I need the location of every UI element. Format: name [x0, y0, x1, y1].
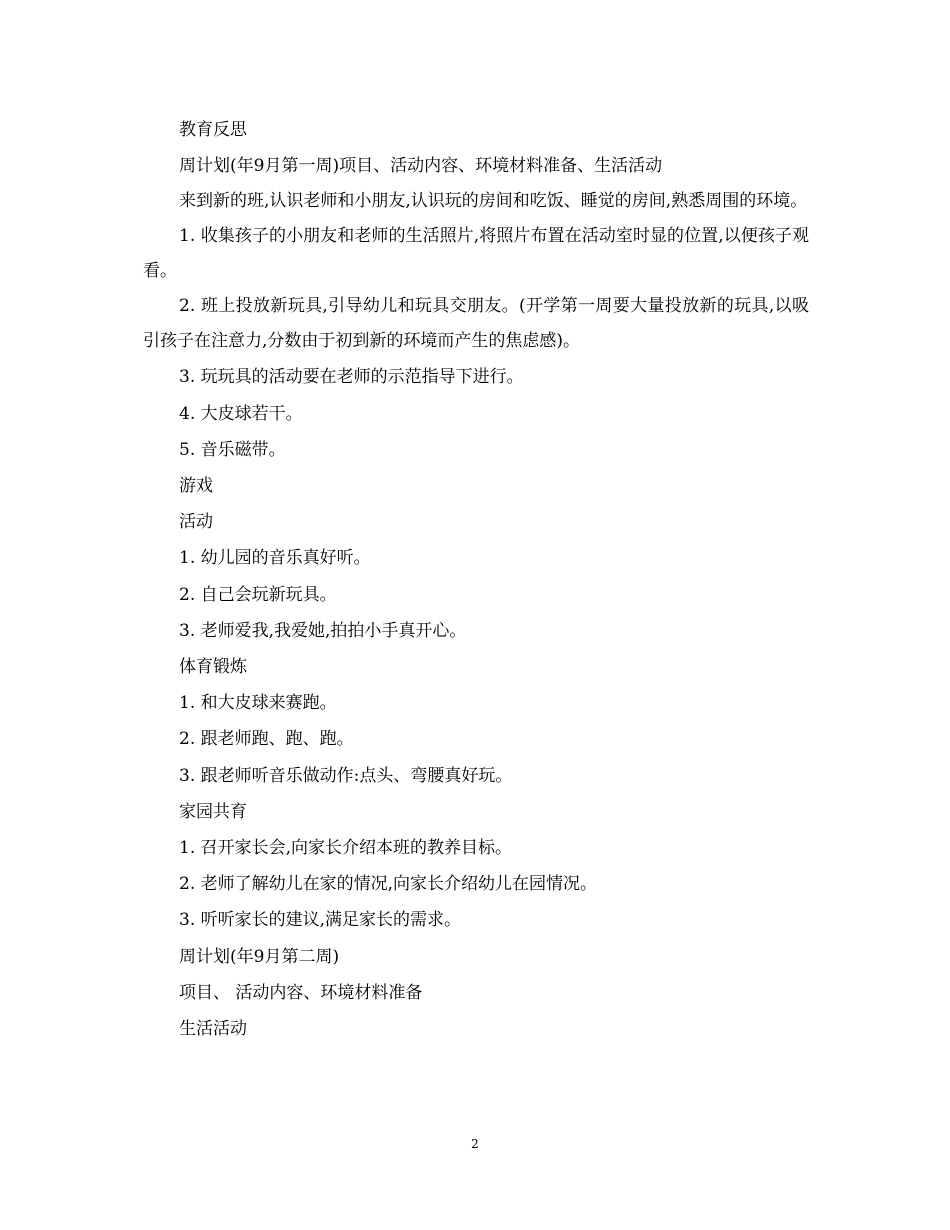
paragraph-week2-plan-title: 周计划(年9月第二周)	[179, 946, 340, 967]
document-body	[143, 112, 809, 1047]
paragraph-item-balls: 4. 大皮球若干。	[179, 403, 303, 424]
paragraph-week2-columns: 项目、 活动内容、环境材料准备	[179, 982, 423, 1003]
page-number: 2	[471, 1137, 479, 1151]
paragraph-activity-3: 3. 老师爱我,我爱她,拍拍小手真开心。	[179, 620, 467, 641]
paragraph-item-toy-activity: 3. 玩玩具的活动要在老师的示范指导下进行。	[179, 367, 524, 388]
paragraph-item-new-toys: 2. 班上投放新玩具,引导幼儿和玩具交朋友。(开学第一周要大量投放新的玩具,以吸引孩子在注意力,分数由于初到新的环境而产生的焦虑感)。	[143, 296, 809, 352]
paragraph-home-school-3: 3. 听听家长的建议,满足家长的需求。	[179, 910, 462, 931]
paragraph-week1-plan-title: 周计划(年9月第一周)项目、活动内容、环境材料准备、生活活动	[179, 156, 663, 177]
paragraph-life-activities: 生活活动	[179, 1019, 247, 1040]
paragraph-pe-1: 1. 和大皮球来赛跑。	[179, 693, 337, 714]
paragraph-home-school-heading: 家园共育	[179, 801, 247, 822]
paragraph-pe-2: 2. 跟老师跑、跑、跑。	[179, 729, 354, 750]
paragraph-pe-3: 3. 跟老师听音乐做动作:点头、弯腰真好玩。	[179, 765, 513, 786]
paragraph-home-school-1: 1. 召开家长会,向家长介绍本班的教养目标。	[179, 838, 513, 859]
paragraph-item-music-tape: 5. 音乐磁带。	[179, 439, 286, 460]
paragraph-activities-heading: 活动	[179, 512, 213, 533]
paragraph-activity-2: 2. 自己会玩新玩具。	[179, 584, 337, 605]
paragraph-activity-1: 1. 幼儿园的音乐真好听。	[179, 548, 371, 569]
paragraph-games-heading: 游戏	[179, 476, 213, 497]
paragraph-home-school-2: 2. 老师了解幼儿在家的情况,向家长介绍幼儿在园情况。	[179, 874, 598, 895]
paragraph-reflection-heading: 教育反思	[179, 120, 247, 140]
paragraph-new-class-intro: 来到新的班,认识老师和小朋友,认识玩的房间和吃饭、睡觉的房间,熟悉周围的环境。	[179, 191, 808, 212]
paragraph-pe-heading: 体育锻炼	[179, 657, 247, 678]
paragraph-item-photos: 1. 收集孩子的小朋友和老师的生活照片,将照片布置在活动室时显的位置,以便孩子观看。	[143, 226, 809, 282]
